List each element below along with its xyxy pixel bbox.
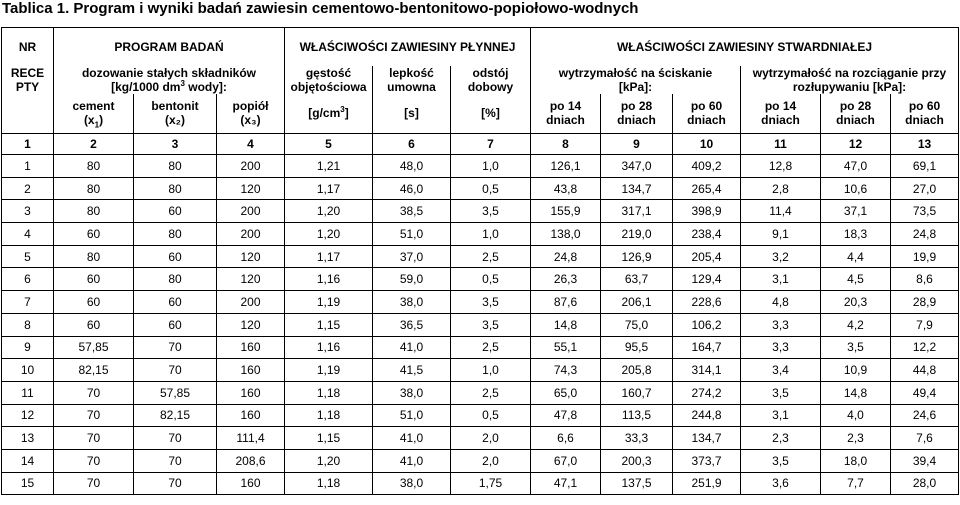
table-cell: 314,1 — [673, 359, 741, 382]
table-cell: 70 — [134, 449, 217, 472]
table-cell: 51,0 — [373, 404, 451, 427]
header-dosing: dozowanie stałych składników [kg/1000 $dm^3$ wody]: — [54, 66, 285, 94]
table-body — [2, 155, 959, 495]
table-cell: 11 — [2, 381, 54, 404]
table-cell: 80 — [134, 268, 217, 291]
table-cell: 80 — [54, 245, 134, 268]
table-cell: 2,3 — [821, 427, 891, 450]
table-cell: 15 — [2, 472, 54, 495]
table-cell: 24,8 — [531, 245, 601, 268]
table-cell: 3,2 — [741, 245, 821, 268]
table-cell: 1,0 — [451, 359, 531, 382]
column-number: 9 — [601, 134, 673, 155]
table-row — [2, 177, 959, 200]
table-cell: 160 — [217, 404, 285, 427]
table-cell: 134,7 — [673, 427, 741, 450]
header-settling-unit: [%] — [451, 94, 531, 134]
table-cell: 2 — [2, 177, 54, 200]
table-cell: 27,0 — [891, 177, 959, 200]
table-cell: 1 — [2, 155, 54, 178]
table-row — [2, 381, 959, 404]
header-days-2: po 28 dniach — [601, 94, 673, 134]
table-cell: 26,3 — [531, 268, 601, 291]
table-row — [2, 268, 959, 291]
table-cell: 2,5 — [451, 245, 531, 268]
table-cell: 3,3 — [741, 313, 821, 336]
table-cell: 70 — [134, 427, 217, 450]
table-row — [2, 313, 959, 336]
table-cell: 138,0 — [531, 223, 601, 246]
column-number: 6 — [373, 134, 451, 155]
table-cell: 126,9 — [601, 245, 673, 268]
table-cell: 160 — [217, 472, 285, 495]
table-cell: 317,1 — [601, 200, 673, 223]
table-cell: 373,7 — [673, 449, 741, 472]
table-cell: 60 — [54, 291, 134, 314]
table-cell: 48,0 — [373, 155, 451, 178]
table-cell: 33,3 — [601, 427, 673, 450]
table-cell: 70 — [54, 427, 134, 450]
table-cell: 2,5 — [451, 336, 531, 359]
header-settling: odstój dobowy — [451, 66, 531, 94]
table-cell: 2,0 — [451, 449, 531, 472]
table-cell: 60 — [54, 223, 134, 246]
header-cement: cement $(x_1)$ — [54, 94, 134, 134]
table-cell: 0,5 — [451, 177, 531, 200]
column-number-row — [2, 134, 959, 155]
results-table — [1, 27, 959, 495]
header-days-4: po 14 dniach — [741, 94, 821, 134]
table-cell: 7,7 — [821, 472, 891, 495]
table-cell: 46,0 — [373, 177, 451, 200]
table-cell: 18,3 — [821, 223, 891, 246]
table-cell: 7,6 — [891, 427, 959, 450]
table-cell: 43,8 — [531, 177, 601, 200]
table-cell: 200 — [217, 200, 285, 223]
table-cell: 70 — [54, 404, 134, 427]
table-cell: 82,15 — [134, 404, 217, 427]
table-cell: 120 — [217, 268, 285, 291]
table-cell: 1,18 — [285, 381, 373, 404]
table-cell: 82,15 — [54, 359, 134, 382]
table-cell: 38,0 — [373, 291, 451, 314]
table-cell: 95,5 — [601, 336, 673, 359]
table-cell: 87,6 — [531, 291, 601, 314]
table-cell: 1,18 — [285, 404, 373, 427]
column-number: 5 — [285, 134, 373, 155]
column-number: 7 — [451, 134, 531, 155]
table-row — [2, 472, 959, 495]
table-cell: 3,6 — [741, 472, 821, 495]
table-cell: 8,6 — [891, 268, 959, 291]
table-cell: 6,6 — [531, 427, 601, 450]
header-viscosity-unit: [s] — [373, 94, 451, 134]
table-row — [2, 223, 959, 246]
column-number: 12 — [821, 134, 891, 155]
header-program: PROGRAM BADAŃ — [54, 28, 285, 66]
table-caption: Tablica 1. Program i wyniki badań zawiesin cementowo-bentonitowo-popiołowo-wodnych — [2, 0, 639, 17]
table-cell: 12 — [2, 404, 54, 427]
table-cell: 251,9 — [673, 472, 741, 495]
table-cell: 41,0 — [373, 427, 451, 450]
table-cell: 10,6 — [821, 177, 891, 200]
table-cell: 80 — [134, 155, 217, 178]
table-cell: 1,17 — [285, 245, 373, 268]
table-cell: 106,2 — [673, 313, 741, 336]
table-cell: 70 — [134, 359, 217, 382]
table-cell: 205,4 — [673, 245, 741, 268]
table-cell: 57,85 — [134, 381, 217, 404]
column-number: 4 — [217, 134, 285, 155]
header-days-6: po 60 dniach — [891, 94, 959, 134]
table-cell: 3 — [2, 200, 54, 223]
table-cell: 19,9 — [891, 245, 959, 268]
table-cell: 24,6 — [891, 404, 959, 427]
table-cell: 1,15 — [285, 313, 373, 336]
table-cell: 1,0 — [451, 155, 531, 178]
table-cell: 80 — [54, 200, 134, 223]
table-cell: 80 — [134, 177, 217, 200]
table-cell: 80 — [54, 177, 134, 200]
table-cell: 80 — [134, 223, 217, 246]
table-cell: 41,5 — [373, 359, 451, 382]
table-cell: 37,0 — [373, 245, 451, 268]
table-cell: 120 — [217, 177, 285, 200]
table-cell: 38,0 — [373, 381, 451, 404]
header-recepty: RECE PTY — [2, 66, 54, 94]
table-cell: 244,8 — [673, 404, 741, 427]
table-cell: 3,5 — [821, 336, 891, 359]
header-compressive: wytrzymałość na ściskanie [kPa]: — [531, 66, 741, 94]
header-popiol: popiół (x₃) — [217, 94, 285, 134]
table-cell: 3,5 — [741, 449, 821, 472]
table-cell: 7 — [2, 291, 54, 314]
table-cell: 111,4 — [217, 427, 285, 450]
table-cell: 41,0 — [373, 336, 451, 359]
table-cell: 219,0 — [601, 223, 673, 246]
table-row — [2, 200, 959, 223]
table-cell: 126,1 — [531, 155, 601, 178]
table-cell: 1,18 — [285, 472, 373, 495]
table-cell: 265,4 — [673, 177, 741, 200]
table-cell: 63,7 — [601, 268, 673, 291]
table-cell: 60 — [54, 313, 134, 336]
table-cell: 1,15 — [285, 427, 373, 450]
table-cell: 41,0 — [373, 449, 451, 472]
table-row — [2, 291, 959, 314]
table-cell: 3,1 — [741, 268, 821, 291]
header-nr: NR — [2, 28, 54, 66]
table-cell: 113,5 — [601, 404, 673, 427]
table-cell: 10 — [2, 359, 54, 382]
table-cell: 228,6 — [673, 291, 741, 314]
column-number: 3 — [134, 134, 217, 155]
table-cell: 0,5 — [451, 404, 531, 427]
header-nr-blank — [2, 94, 54, 134]
table-cell: 39,4 — [891, 449, 959, 472]
header-days-1: po 14 dniach — [531, 94, 601, 134]
table-row — [2, 336, 959, 359]
table-cell: 13 — [2, 427, 54, 450]
column-number: 8 — [531, 134, 601, 155]
header-density: gęstość objętościowa — [285, 66, 373, 94]
table-cell: 3,5 — [451, 291, 531, 314]
table-row — [2, 449, 959, 472]
table-cell: 28,9 — [891, 291, 959, 314]
table-cell: 1,21 — [285, 155, 373, 178]
table-cell: 1,20 — [285, 200, 373, 223]
table-cell: 60 — [134, 291, 217, 314]
header-density-unit: $[g/cm^3]$ — [285, 94, 373, 134]
table-cell: 57,85 — [54, 336, 134, 359]
column-number: 11 — [741, 134, 821, 155]
table-cell: 11,4 — [741, 200, 821, 223]
table-row — [2, 245, 959, 268]
table-cell: 2,0 — [451, 427, 531, 450]
table-cell: 12,2 — [891, 336, 959, 359]
table-cell: 120 — [217, 313, 285, 336]
table-cell: 4,4 — [821, 245, 891, 268]
table-cell: 70 — [134, 336, 217, 359]
table-cell: 2,8 — [741, 177, 821, 200]
column-number: 1 — [2, 134, 54, 155]
table-row — [2, 155, 959, 178]
table-cell: 200 — [217, 155, 285, 178]
table-cell: 2,3 — [741, 427, 821, 450]
table-cell: 70 — [54, 472, 134, 495]
table-cell: 398,9 — [673, 200, 741, 223]
table-cell: 137,5 — [601, 472, 673, 495]
header-hardened-properties: WŁAŚCIWOŚCI ZAWIESINY STWARDNIAŁEJ — [531, 28, 959, 66]
table-cell: 1,20 — [285, 223, 373, 246]
table-cell: 1,17 — [285, 177, 373, 200]
header-tensile: wytrzymałość na rozciąganie przy rozłupywaniu [kPa]: — [741, 66, 959, 94]
table-cell: 4,8 — [741, 291, 821, 314]
header-days-3: po 60 dniach — [673, 94, 741, 134]
table-cell: 1,0 — [451, 223, 531, 246]
table-cell: 36,5 — [373, 313, 451, 336]
table-cell: 200 — [217, 291, 285, 314]
table-cell: 47,1 — [531, 472, 601, 495]
header-viscosity: lepkość umowna — [373, 66, 451, 94]
table-cell: 2,5 — [451, 381, 531, 404]
table-cell: 65,0 — [531, 381, 601, 404]
table-cell: 1,75 — [451, 472, 531, 495]
table-cell: 4,5 — [821, 268, 891, 291]
table-cell: 47,8 — [531, 404, 601, 427]
table-cell: 55,1 — [531, 336, 601, 359]
table-cell: 20,3 — [821, 291, 891, 314]
table-cell: 3,5 — [741, 381, 821, 404]
table-cell: 3,5 — [451, 200, 531, 223]
column-number: 10 — [673, 134, 741, 155]
table-cell: 409,2 — [673, 155, 741, 178]
table-cell: 1,20 — [285, 449, 373, 472]
table-cell: 74,3 — [531, 359, 601, 382]
table-cell: 1,19 — [285, 291, 373, 314]
table-cell: 129,4 — [673, 268, 741, 291]
table-cell: 37,1 — [821, 200, 891, 223]
table-cell: 347,0 — [601, 155, 673, 178]
table-header — [2, 28, 959, 155]
table-cell: 70 — [54, 381, 134, 404]
table-cell: 51,0 — [373, 223, 451, 246]
table-cell: 1,19 — [285, 359, 373, 382]
table-cell: 80 — [54, 155, 134, 178]
table-cell: 164,7 — [673, 336, 741, 359]
table-cell: 38,5 — [373, 200, 451, 223]
table-cell: 70 — [54, 449, 134, 472]
table-cell: 200,3 — [601, 449, 673, 472]
table-cell: 4,0 — [821, 404, 891, 427]
table-cell: 47,0 — [821, 155, 891, 178]
table-cell: 1,16 — [285, 268, 373, 291]
table-cell: 160 — [217, 381, 285, 404]
table-cell: 70 — [134, 472, 217, 495]
table-cell: 28,0 — [891, 472, 959, 495]
table-cell: 10,9 — [821, 359, 891, 382]
table-cell: 67,0 — [531, 449, 601, 472]
table-cell: 200 — [217, 223, 285, 246]
table-cell: 160 — [217, 336, 285, 359]
table-cell: 59,0 — [373, 268, 451, 291]
table-cell: 1,16 — [285, 336, 373, 359]
table-cell: 5 — [2, 245, 54, 268]
table-cell: 60 — [54, 268, 134, 291]
table-cell: 6 — [2, 268, 54, 291]
table-cell: 8 — [2, 313, 54, 336]
table-cell: 75,0 — [601, 313, 673, 336]
column-number: 2 — [54, 134, 134, 155]
table-cell: 14,8 — [531, 313, 601, 336]
table-cell: 3,1 — [741, 404, 821, 427]
table-cell: 44,8 — [891, 359, 959, 382]
table-cell: 274,2 — [673, 381, 741, 404]
header-days-5: po 28 dniach — [821, 94, 891, 134]
table-cell: 155,9 — [531, 200, 601, 223]
table-cell: 60 — [134, 313, 217, 336]
table-cell: 160 — [217, 359, 285, 382]
table-cell: 208,6 — [217, 449, 285, 472]
table-cell: 24,8 — [891, 223, 959, 246]
header-liquid-properties: WŁAŚCIWOŚCI ZAWIESINY PŁYNNEJ — [285, 28, 531, 66]
table-cell: 3,5 — [451, 313, 531, 336]
table-cell: 49,4 — [891, 381, 959, 404]
table-cell: 7,9 — [891, 313, 959, 336]
table-cell: 14 — [2, 449, 54, 472]
table-cell: 12,8 — [741, 155, 821, 178]
table-cell: 69,1 — [891, 155, 959, 178]
table-cell: 60 — [134, 245, 217, 268]
table-cell: 60 — [134, 200, 217, 223]
table-cell: 134,7 — [601, 177, 673, 200]
table-cell: 18,0 — [821, 449, 891, 472]
table-cell: 4,2 — [821, 313, 891, 336]
column-number: 13 — [891, 134, 959, 155]
table-cell: 73,5 — [891, 200, 959, 223]
table-cell: 38,0 — [373, 472, 451, 495]
table-cell: 4 — [2, 223, 54, 246]
table-cell: 9,1 — [741, 223, 821, 246]
table-cell: 238,4 — [673, 223, 741, 246]
table-cell: 9 — [2, 336, 54, 359]
header-bentonit: bentonit (x₂) — [134, 94, 217, 134]
table-cell: 14,8 — [821, 381, 891, 404]
table-cell: 205,8 — [601, 359, 673, 382]
table-cell: 206,1 — [601, 291, 673, 314]
table-row — [2, 427, 959, 450]
table-cell: 3,4 — [741, 359, 821, 382]
table-cell: 0,5 — [451, 268, 531, 291]
table-cell: 160,7 — [601, 381, 673, 404]
table-cell: 120 — [217, 245, 285, 268]
table-row — [2, 359, 959, 382]
table-row — [2, 404, 959, 427]
table-cell: 3,3 — [741, 336, 821, 359]
